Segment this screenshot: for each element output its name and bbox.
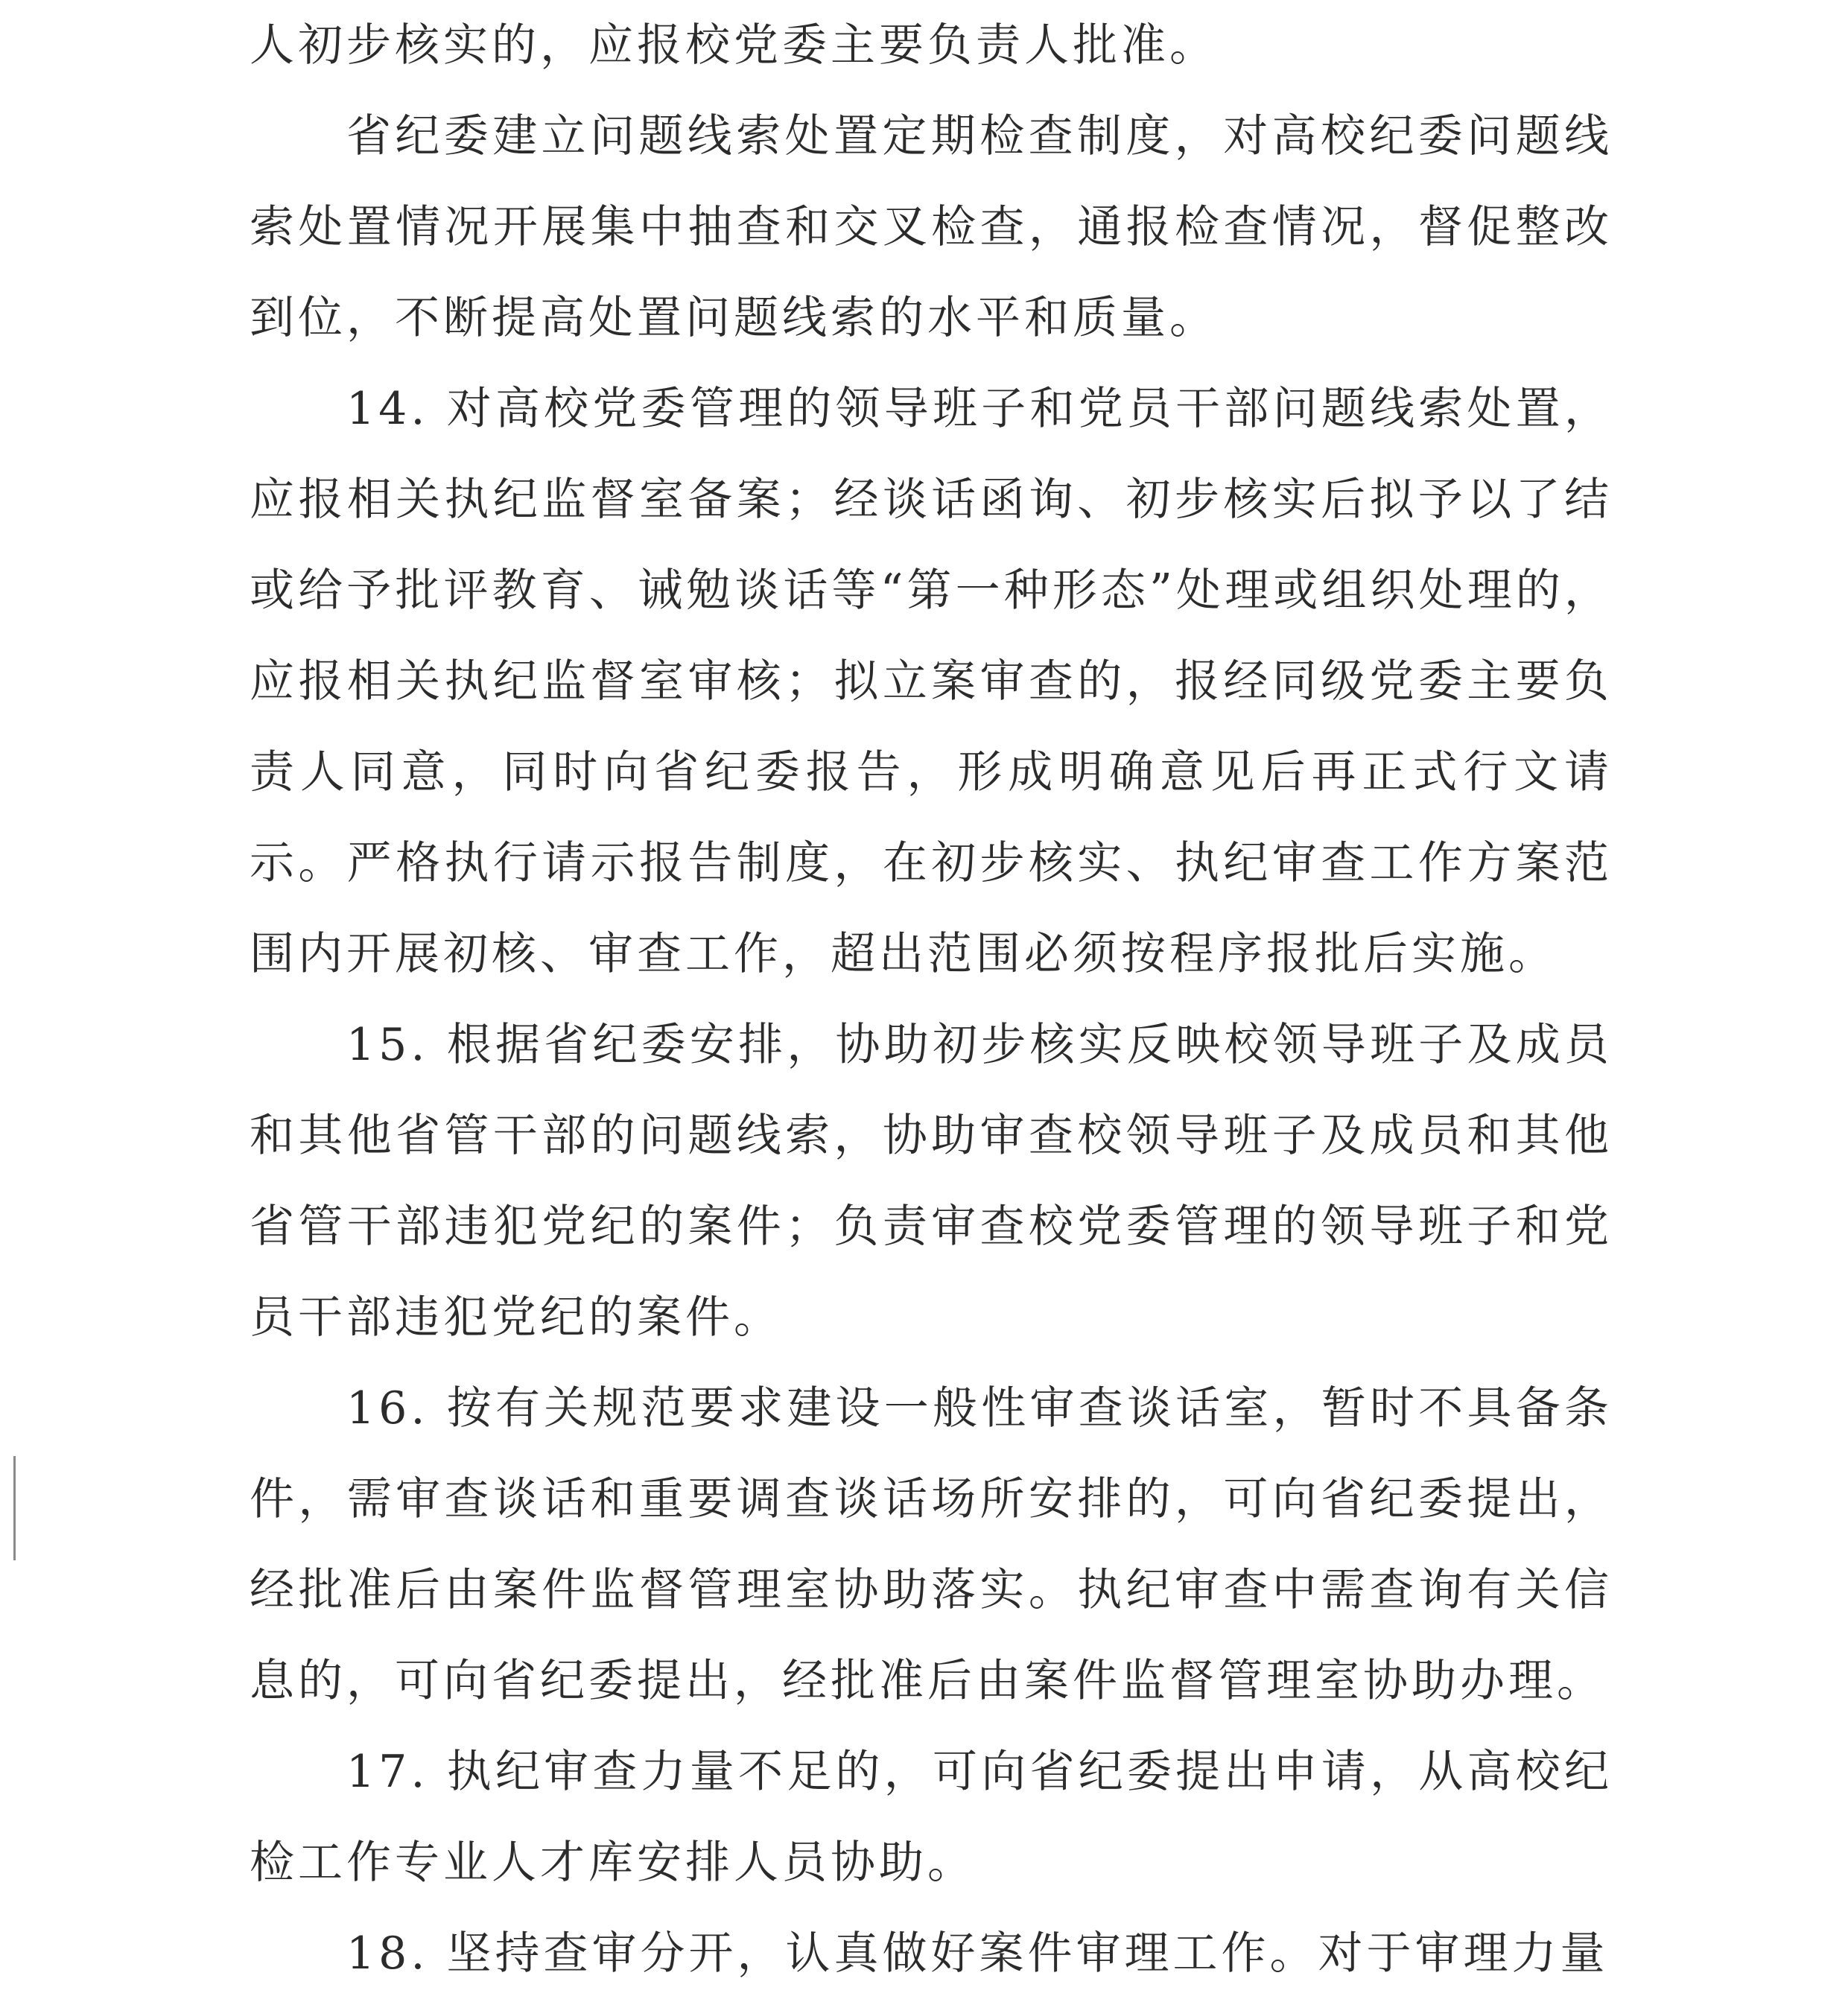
paragraph-continuation: 人初步核实的，应报校党委主要负责人批准。 xyxy=(250,19,1218,71)
paragraph-clue-inspection: 省纪委建立问题线索处置定期检查制度，对高校纪委问题线索处置情况开展集中抽查和交叉检查，通报检查情况，督促整改到位，不断提高处置问题线索的水平和质量。 xyxy=(250,110,1613,344)
paragraph-item-14: 14. 对高校党委管理的领导班子和党员干部问题线索处置，应报相关执纪监督室备案；经谈话函询、初步核实后拟予以了结或给予批评教育、诫勉谈话等“第一种形态”处理或组织处理的，应报相关执纪监督室审核；拟立案审查的，报经同级党委主要负责人同意，同时向省纪委报告，形成明确意见后再正式行文请示。严格执行请示报告制度，在初步核实、执纪审查工作方案范围内开展初核、审查工作，超出范围必须按程序报批后实施。 xyxy=(250,383,1613,980)
paragraph-item-18: 18. 坚持查审分开，认真做好案件审理工作。对于审理力量 xyxy=(346,1928,1609,1980)
paragraph-item-16: 16. 按有关规范要求建设一般性审查谈话室，暂时不具备条件，需审查谈话和重要调查谈话场所安排的，可向省纪委提出，经批准后由案件监督管理室协助落实。执纪审查中需查询有关信息的，可向省纪委提出，经批准后由案件监督管理室协助办理。 xyxy=(250,1382,1613,1707)
scan-margin-mark xyxy=(13,1456,16,1560)
paragraph-item-15: 15. 根据省纪委安排，协助初步核实反映校领导班子及成员和其他省管干部的问题线索，协助审查校领导班子及成员和其他省管干部违犯党纪的案件；负责审查校党委管理的领导班子和党员干部违犯党纪的案件。 xyxy=(250,1019,1613,1344)
paragraph-item-17: 17. 执纪审查力量不足的，可向省纪委提出申请，从高校纪检工作专业人才库安排人员协助。 xyxy=(250,1746,1613,1889)
document-body xyxy=(250,0,1613,1999)
